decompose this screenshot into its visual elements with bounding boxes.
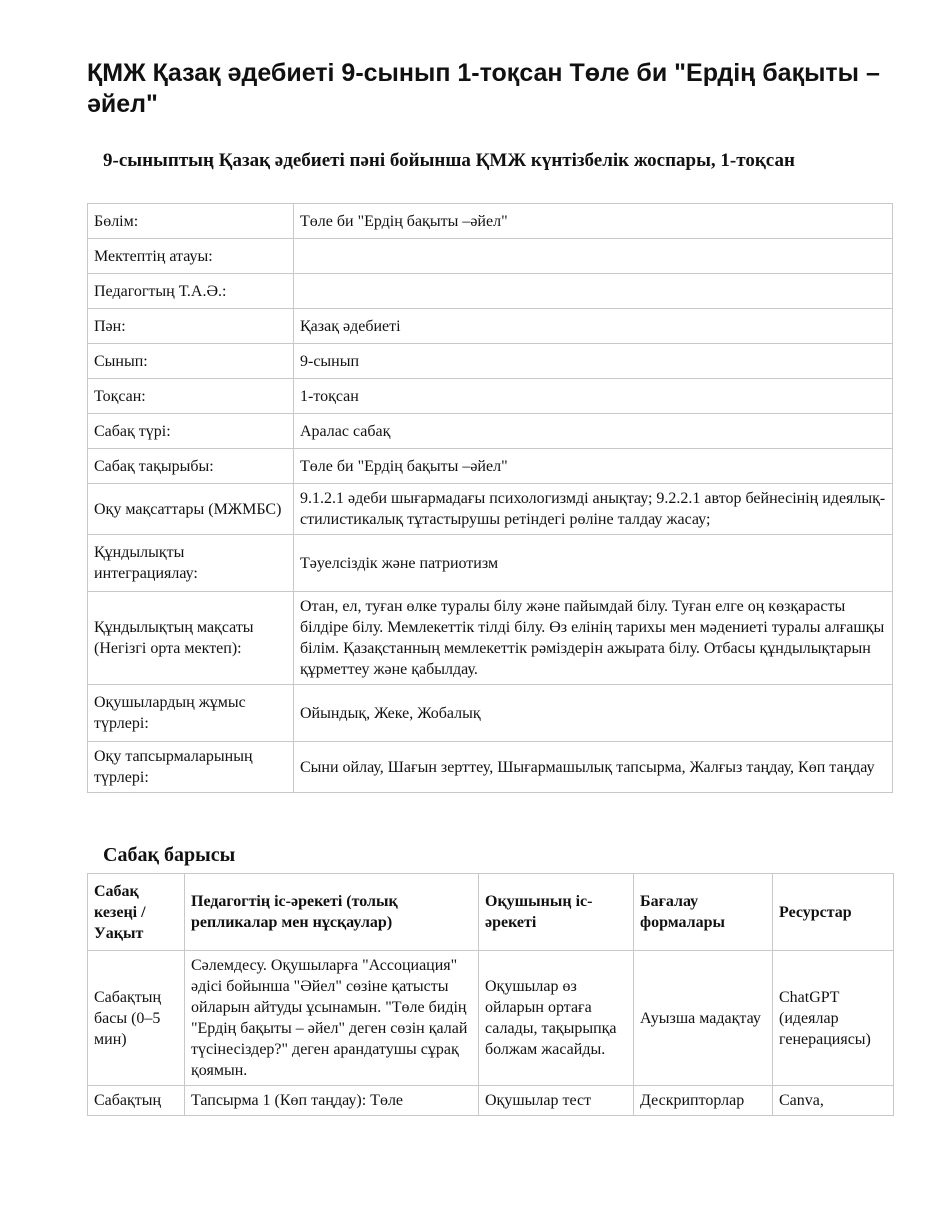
info-row-lesson-topic: [88, 449, 893, 484]
info-value: Аралас сабақ: [294, 414, 893, 449]
info-value: Қазақ әдебиеті: [294, 309, 893, 344]
lesson-teacher-activity: Сәлемдесу. Оқушыларға "Ассоциация" әдісі бойынша "Әйел" сөзіне қатысты ойларын айтуды ұсынамын. "Төле бидің "Ердің бақыты – әйел" деген сөзін қалай түсінесіздер?" деген арандатушы сұрақ қоямын.: [185, 951, 479, 1086]
lesson-assessment: Ауызша мадақтау: [634, 951, 773, 1086]
info-value: Сыни ойлау, Шағын зерттеу, Шығармашылық тапсырма, Жалғыз таңдау, Көп таңдау: [294, 742, 893, 793]
lesson-header-row: [88, 874, 894, 951]
info-row-subject: [88, 309, 893, 344]
lesson-info-table: [87, 203, 893, 793]
lesson-row: [88, 951, 894, 1086]
info-label: Сынып:: [88, 344, 294, 379]
info-row-teacher: [88, 274, 893, 309]
info-label: Мектептің атауы:: [88, 239, 294, 274]
info-label: Оқу тапсырмаларының түрлері:: [88, 742, 294, 793]
lesson-row: [88, 1086, 894, 1116]
info-label: Құндылықты интеграциялау:: [88, 535, 294, 592]
info-value: [294, 239, 893, 274]
info-value: Тәуелсіздік және патриотизм: [294, 535, 893, 592]
lesson-student-activity: Оқушылар өз ойларын ортаға салады, тақырыпқа болжам жасайды.: [479, 951, 634, 1086]
info-value: [294, 274, 893, 309]
lesson-student-activity: Оқушылар тест: [479, 1086, 634, 1116]
info-row-grade: [88, 344, 893, 379]
info-row-section: [88, 204, 893, 239]
lesson-progress-table: [87, 873, 894, 1116]
info-value: Төле би "Ердің бақыты –әйел": [294, 449, 893, 484]
info-row-task-types: [88, 742, 893, 793]
lesson-stage: Сабақтың басы (0–5 мин): [88, 951, 185, 1086]
lesson-resources: Canva,: [773, 1086, 894, 1116]
lesson-resources: ChatGPT (идеялар генерациясы): [773, 951, 894, 1086]
lesson-assessment: Дескрипторлар: [634, 1086, 773, 1116]
info-row-value-goal: [88, 592, 893, 685]
course-heading: Сабақ барысы: [103, 844, 236, 866]
info-row-lesson-type: [88, 414, 893, 449]
info-row-school: [88, 239, 893, 274]
header-teacher-activity: Педагогтің іс-әрекеті (толық репликалар мен нұсқаулар): [185, 874, 479, 951]
info-value: Төле би "Ердің бақыты –әйел": [294, 204, 893, 239]
header-student-activity: Оқушының іс-әрекеті: [479, 874, 634, 951]
info-value: 1-тоқсан: [294, 379, 893, 414]
info-label: Пән:: [88, 309, 294, 344]
info-label: Оқу мақсаттары (МЖМБС): [88, 484, 294, 535]
header-assessment: Бағалау формалары: [634, 874, 773, 951]
lesson-teacher-activity: Тапсырма 1 (Көп таңдау): Төле: [185, 1086, 479, 1116]
info-label: Бөлім:: [88, 204, 294, 239]
header-stage: Сабақ кезеңі / Уақыт: [88, 874, 185, 951]
info-label: Педагогтың Т.А.Ә.:: [88, 274, 294, 309]
info-row-learning-objectives: [88, 484, 893, 535]
info-value: 9-сынып: [294, 344, 893, 379]
info-label: Тоқсан:: [88, 379, 294, 414]
info-label: Сабақ тақырыбы:: [88, 449, 294, 484]
plan-heading: 9-сыныптың Қазақ әдебиеті пәні бойынша ҚМЖ күнтізбелік жоспары, 1-тоқсан: [103, 150, 795, 171]
info-row-work-types: [88, 685, 893, 742]
info-row-quarter: [88, 379, 893, 414]
document-title: ҚМЖ Қазақ әдебиеті 9-сынып 1-тоқсан Төле би "Ердің бақыты –әйел": [87, 59, 880, 118]
info-value: 9.1.2.1 әдеби шығармадағы психологизмді анықтау; 9.2.2.1 автор бейнесінің идеялық-стилистикалық тұтастырушы ретіндегі рөліне талдау жасау;: [294, 484, 893, 535]
header-resources: Ресурстар: [773, 874, 894, 951]
info-label: Құндылықтың мақсаты (Негізгі орта мектеп):: [88, 592, 294, 685]
lesson-stage: Сабақтың: [88, 1086, 185, 1116]
info-label: Сабақ түрі:: [88, 414, 294, 449]
info-row-value-integration: [88, 535, 893, 592]
info-value: Ойындық, Жеке, Жобалық: [294, 685, 893, 742]
info-value: Отан, ел, туған өлке туралы білу және пайымдай білу. Туған елге оң көзқарасты білдіре білу. Мемлекеттік тілді білу. Өз елінің тарихы мен мәдениеті туралы алғашқы білім. Қазақстанның мемлекеттік рәміздерін ажырата білу. Отбасы құндылықтарын құрметтеу және қабылдау.: [294, 592, 893, 685]
info-label: Оқушылардың жұмыс түрлері:: [88, 685, 294, 742]
